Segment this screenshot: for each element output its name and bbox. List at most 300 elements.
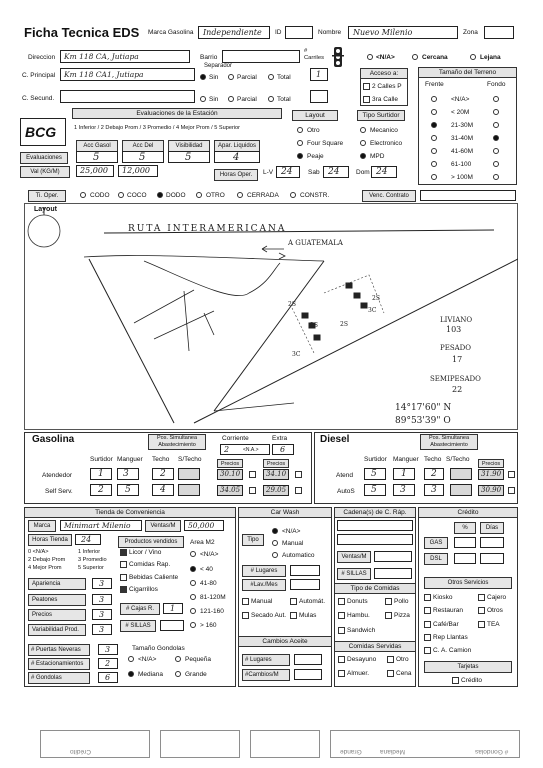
- credito-gas-label: GAS: [424, 537, 448, 549]
- diesel-atend-label: Atend: [336, 472, 353, 479]
- otros-label: Otros: [487, 607, 503, 614]
- terreno-opt-label: 31-40M: [451, 135, 474, 142]
- sep1-sin-label: Sin: [209, 74, 219, 81]
- direccion-input[interactable]: Km 118 CA, Jutiapa: [60, 50, 190, 63]
- prod-label: Bebidas Caliente: [129, 574, 179, 581]
- credito-pct-label: %: [454, 522, 476, 534]
- zona-label: Zona: [463, 29, 478, 36]
- terreno-frente-label: Frente: [425, 81, 444, 88]
- nombre-label: Nombre: [318, 29, 342, 36]
- oper-codo-radio[interactable]: [80, 192, 86, 198]
- tienda-peatones-input[interactable]: 3: [92, 594, 112, 605]
- evaluaciones-row-label: Evaluaciones: [20, 152, 68, 164]
- terreno-opt-label: < 20M: [451, 109, 470, 116]
- carwash-opt-label: Automatico: [282, 552, 315, 559]
- carwash-automat-checkbox[interactable]: [290, 598, 297, 605]
- terreno-opt-label: <N/A>: [451, 96, 470, 103]
- oper-cerrada-radio[interactable]: [237, 192, 243, 198]
- comida-hambu-checkbox[interactable]: [338, 612, 345, 619]
- gas-precio-e1-checkbox[interactable]: [295, 471, 302, 478]
- diesel-atend-stecho[interactable]: [450, 468, 472, 480]
- surtidor-electronico-radio[interactable]: [360, 140, 366, 146]
- atendedor-label: Atendedor: [42, 472, 72, 479]
- carwash-manual-checkbox[interactable]: [242, 598, 249, 605]
- val-label: Val (KG/M): [20, 166, 70, 178]
- csecund-input[interactable]: [60, 90, 195, 103]
- diesel-autos-techo[interactable]: 3: [424, 484, 444, 496]
- servida-desayuno-checkbox[interactable]: [338, 656, 345, 663]
- diesel-manguer-col: Manguer: [393, 456, 419, 463]
- tienda-ventas-input[interactable]: 50,000: [184, 520, 224, 531]
- gas-precio-e2-checkbox[interactable]: [295, 487, 302, 494]
- otros-camion-checkbox[interactable]: [424, 647, 431, 654]
- tienda-horas-input[interactable]: 24: [75, 534, 101, 545]
- credito-title: Crédito: [419, 508, 517, 518]
- carwash-auto-radio[interactable]: [272, 552, 278, 558]
- tamano-opt-label: Pequeña: [185, 656, 212, 663]
- tienda-scale-text: 4 Mejor Prom: [28, 565, 62, 571]
- proximity-na-label: <N/A>: [376, 54, 395, 61]
- productos-title: Productos vendidos: [118, 536, 184, 548]
- carwash-opt-label: <N/A>: [282, 528, 301, 535]
- diesel-stecho-col: S/Techo: [446, 456, 470, 463]
- gas-self-techo[interactable]: 4: [152, 484, 174, 496]
- coords-lat: 14°17'60" N: [395, 403, 452, 413]
- cadena-name-input[interactable]: [337, 520, 413, 531]
- cajas-label: # Cajas R.: [120, 603, 160, 615]
- gas-pos-label: Pos. Simultanea Abastecimiento: [148, 434, 206, 450]
- col-apar-liquidos: Apar. Liquidos: [214, 140, 260, 152]
- carwash-secado-label: Secado Aut.: [251, 612, 287, 619]
- frente-21-30-radio[interactable]: [431, 122, 437, 128]
- diesel-precio-2[interactable]: 30.90: [478, 485, 504, 496]
- comidas-servidas-title: Comidas Servidas: [335, 641, 415, 652]
- otros-otros-checkbox[interactable]: [478, 607, 485, 614]
- mirror-box: [250, 730, 320, 758]
- credito-dsl-label: DSL: [424, 553, 448, 565]
- carwash-automat-label: Automát.: [299, 598, 326, 605]
- comida-sandwich-checkbox[interactable]: [338, 627, 345, 634]
- eval-acc-del[interactable]: 5: [122, 151, 164, 163]
- comida-label: Pollo: [394, 598, 409, 605]
- terreno-opt-label: 41-60M: [451, 148, 474, 155]
- carwash-mulas-label: Mulas: [299, 612, 317, 619]
- pump-tag: 2S: [372, 295, 380, 302]
- gas-self-surtidor[interactable]: 2: [90, 484, 112, 496]
- terreno-title: Tamaño del Terreno: [419, 68, 516, 78]
- estac-input[interactable]: 2: [98, 658, 118, 669]
- fondo-na-radio[interactable]: [493, 96, 499, 102]
- terreno-opt-label: 21-30M: [451, 122, 474, 129]
- sab-input[interactable]: 24: [323, 166, 349, 178]
- surtidor-mpd-radio[interactable]: [360, 153, 366, 159]
- credito-dias-label: Días: [480, 522, 504, 534]
- tienda-variabilidad-input[interactable]: 3: [92, 624, 112, 635]
- evaluaciones-scale: 1 Inferior / 2 Debajo Prom / 3 Promedio / 4 Mejor Prom / 5 Superior: [74, 125, 241, 131]
- acceso-title: Acceso a:: [361, 69, 407, 79]
- fondo-41-60-radio[interactable]: [493, 148, 499, 154]
- pump-tag: 3C: [368, 307, 377, 314]
- tienda-row-label: Variabilidad Prod.: [28, 624, 86, 636]
- prod-label: Cigarrillos: [129, 586, 158, 593]
- frente-na-radio[interactable]: [431, 96, 437, 102]
- fondo-21-30-radio[interactable]: [493, 122, 499, 128]
- otros-cajero-checkbox[interactable]: [478, 594, 485, 601]
- frente-61-100-radio[interactable]: [431, 161, 437, 167]
- sep1-parcial-label: Parcial: [237, 74, 257, 81]
- acceso-2calles-checkbox[interactable]: [363, 83, 370, 90]
- barrio-input[interactable]: [222, 50, 300, 63]
- mirror-text: Grande: [340, 748, 362, 755]
- tamano-pequena-radio[interactable]: [175, 656, 181, 662]
- lv-label: L-V: [263, 169, 274, 176]
- carwash-manual-label: Manual: [251, 598, 273, 605]
- tamano-opt-label: Grande: [185, 671, 207, 678]
- gas-precio-c2[interactable]: 34.05: [217, 485, 243, 496]
- oper-constr-radio[interactable]: [290, 192, 296, 198]
- layout-opt-label: Otro: [307, 127, 320, 134]
- otros-tea-checkbox[interactable]: [478, 621, 485, 628]
- acceso-3ra-checkbox[interactable]: [363, 96, 370, 103]
- oper-dodo-radio[interactable]: [157, 192, 163, 198]
- sep2-parcial-radio[interactable]: [228, 96, 234, 102]
- otros-label: Rep Llantas: [433, 634, 468, 641]
- credito-dsl-pct-input[interactable]: [454, 553, 476, 564]
- oper-opt-label: COCO: [127, 192, 147, 199]
- prod-cigarrillos-checkbox[interactable]: [120, 586, 127, 593]
- gas-atend-manguer[interactable]: 3: [117, 468, 139, 480]
- carwash-mulas-checkbox[interactable]: [290, 612, 297, 619]
- marca-input[interactable]: Independiente: [198, 26, 270, 39]
- area-na-radio[interactable]: [190, 551, 196, 557]
- frente-41-60-radio[interactable]: [431, 148, 437, 154]
- sep2-total-label: Total: [277, 96, 291, 103]
- note-pesado-value: 17: [452, 355, 463, 364]
- tamano-na-radio[interactable]: [128, 656, 134, 662]
- carriles2-input[interactable]: [310, 90, 328, 103]
- sep1-total-radio[interactable]: [268, 74, 274, 80]
- prod-comidas-checkbox[interactable]: [120, 561, 127, 568]
- coords-lon: 89°53'39" O: [395, 416, 451, 426]
- credito-gas-pct-input[interactable]: [454, 537, 476, 548]
- col-acc-gasol: Acc Gasol: [76, 140, 118, 152]
- gondolas-input[interactable]: 6: [98, 672, 118, 683]
- pump-tag: 2S: [288, 301, 296, 308]
- proximity-lejana-label: Lejana: [480, 54, 501, 61]
- note-liviano-value: 103: [446, 325, 462, 334]
- layout-opt-label: Four Square: [307, 140, 344, 147]
- tienda-scale-text: 0 <N/A>: [28, 549, 49, 555]
- mirror-box: [40, 730, 150, 758]
- proximity-lejana-radio[interactable]: [470, 54, 476, 60]
- note-semipesado-value: 22: [452, 385, 463, 394]
- marca-label: Marca Gasolina: [148, 29, 194, 36]
- prod-label: Comidas Rap.: [129, 561, 171, 568]
- note-pesado: PESADO: [440, 344, 472, 352]
- cprincipal-input[interactable]: Km 118 CA1, Jutiapa: [60, 68, 195, 81]
- pump-tag: 3C: [292, 351, 301, 358]
- dom-label: Dom: [356, 169, 370, 176]
- oper-opt-label: CONSTR.: [300, 192, 330, 199]
- tipo-comidas-title: Tipo de Comidas: [335, 583, 415, 594]
- puertas-label: # Puertas Neveras: [28, 644, 90, 656]
- prod-licor-checkbox[interactable]: [120, 549, 127, 556]
- comida-label: Sandwich: [347, 627, 376, 634]
- fondo-20-radio[interactable]: [493, 109, 499, 115]
- gas-precio-c2-checkbox[interactable]: [249, 487, 256, 494]
- area-81-120-radio[interactable]: [190, 594, 196, 600]
- acceso-2calles-label: 2 Calles P: [372, 83, 402, 90]
- horas-oper-label: Horas Oper.: [214, 169, 258, 181]
- tienda-sillas-label: # SILLAS: [120, 620, 156, 632]
- diesel-atend-techo[interactable]: 2: [424, 468, 444, 480]
- carwash-lav-input[interactable]: [290, 579, 320, 590]
- cambios-lugares-input[interactable]: [294, 654, 322, 665]
- area-41-80-radio[interactable]: [190, 580, 196, 586]
- sep2-total-radio[interactable]: [268, 96, 274, 102]
- gas-precio-e1[interactable]: 34.10: [263, 469, 289, 480]
- cambios-mes-label: #Cambios/M: [242, 669, 290, 681]
- oper-coco-radio[interactable]: [118, 192, 124, 198]
- val1-input[interactable]: 25,000: [76, 165, 114, 177]
- otros-restauran-checkbox[interactable]: [424, 607, 431, 614]
- otros-cafe-checkbox[interactable]: [424, 621, 431, 628]
- evaluaciones-title: Evaluaciones de la Estación: [72, 108, 282, 119]
- credito-gas-dias-input[interactable]: [480, 537, 504, 548]
- servida-otro-checkbox[interactable]: [387, 656, 394, 663]
- val2-input[interactable]: 12,000: [118, 165, 158, 177]
- area-opt-label: < 40: [200, 566, 213, 573]
- lv-input[interactable]: 24: [276, 166, 300, 178]
- cadena-ventas-input[interactable]: [374, 551, 412, 562]
- tienda-row-label: Precios: [28, 609, 86, 621]
- dom-input[interactable]: 24: [371, 166, 397, 178]
- area-opt-label: > 160: [200, 622, 217, 629]
- diesel-precio-2-checkbox[interactable]: [508, 487, 515, 494]
- carwash-manual-radio[interactable]: [272, 540, 278, 546]
- eval-apar-liquidos[interactable]: 4: [214, 151, 260, 163]
- area-160-radio[interactable]: [190, 622, 196, 628]
- area-opt-label: 81-120M: [200, 594, 226, 601]
- sep1-sin-radio[interactable]: [200, 74, 206, 80]
- terreno-opt-label: 61-100: [451, 161, 472, 168]
- tarjetas-credito-label: Crédito: [461, 677, 482, 684]
- area-40-radio[interactable]: [190, 566, 196, 572]
- mirrored-footer: [0, 718, 543, 768]
- fondo-31-40-radio[interactable]: [493, 135, 499, 141]
- diesel-precios-label: Precios: [478, 459, 504, 468]
- comida-pizza-checkbox[interactable]: [385, 612, 392, 619]
- tienda-scale-text: 2 Debajo Prom: [28, 557, 66, 563]
- carriles-input[interactable]: 1: [310, 68, 328, 81]
- otros-servicios-title: Otros Servicios: [424, 577, 512, 589]
- otros-label: Cajero: [487, 594, 507, 601]
- pump-tag: 2S: [310, 322, 318, 329]
- prod-label: Licor / Vino: [129, 549, 162, 556]
- gas-techo-col: Techo: [152, 456, 170, 463]
- servida-label: Desayuno: [347, 656, 377, 663]
- tamano-title: Tamaño Gondolas: [132, 645, 185, 652]
- gas-surtidor-col: Surtidor: [90, 456, 113, 463]
- tienda-marca-label: Marca: [28, 520, 56, 532]
- comida-pollo-checkbox[interactable]: [385, 598, 392, 605]
- tienda-marca-input[interactable]: Minimart Milenio: [60, 520, 142, 531]
- gas-manguer-col: Manguer: [117, 456, 143, 463]
- puertas-input[interactable]: 3: [98, 644, 118, 655]
- tienda-horas-label: Horas Tienda: [28, 534, 72, 546]
- sep2-sin-radio[interactable]: [200, 96, 206, 102]
- cambios-lugares-label: # Lugares: [242, 654, 290, 666]
- otros-kiosko-checkbox[interactable]: [424, 594, 431, 601]
- proximity-na-radio[interactable]: [367, 54, 373, 60]
- comida-label: Hambu.: [347, 612, 370, 619]
- carwash-na-radio[interactable]: [272, 528, 278, 534]
- tienda-row-label: Peatones: [28, 594, 86, 606]
- tienda-apariencia-input[interactable]: 3: [92, 578, 112, 589]
- diesel-autos-stecho[interactable]: [450, 484, 472, 496]
- barrio-label: Barrio: [200, 54, 218, 61]
- servida-almuer-checkbox[interactable]: [338, 670, 345, 677]
- diesel-precio-1-checkbox[interactable]: [508, 471, 515, 478]
- bcg-logo: BCG: [20, 118, 66, 146]
- surtidor-opt-label: Electronico: [370, 140, 403, 147]
- zona-input[interactable]: [484, 26, 514, 39]
- comida-label: Pizza: [394, 612, 410, 619]
- sab-label: Sab: [308, 169, 320, 176]
- oper-opt-label: CERRADA: [247, 192, 279, 199]
- oper-opt-label: CODO: [90, 192, 110, 199]
- sep2-sin-label: Sin: [209, 96, 219, 103]
- gas-precio-c1-checkbox[interactable]: [249, 471, 256, 478]
- comida-label: Donuts: [347, 598, 368, 605]
- gas-atend-techo[interactable]: 2: [152, 468, 174, 480]
- layout-panel-title: Layout: [292, 110, 338, 121]
- gas-precios2-label: Precios: [263, 459, 289, 468]
- prod-bebidas-checkbox[interactable]: [120, 574, 127, 581]
- surtidor-mecanico-radio[interactable]: [360, 127, 366, 133]
- carwash-title: Car Wash: [239, 508, 331, 518]
- layout-peaje-radio[interactable]: [297, 153, 303, 159]
- diesel-pos-label: Pos. Simultanea Abastecimiento: [420, 434, 478, 450]
- cadena-ventas-label: Ventas/M: [337, 551, 371, 563]
- fondo-61-100-radio[interactable]: [493, 161, 499, 167]
- acceso-3ra-label: 3ra Calle: [372, 96, 399, 103]
- cadena-title: Cadena(s) de C. Ráp.: [335, 508, 415, 518]
- servida-label: Cena: [396, 670, 412, 677]
- eval-acc-gasol[interactable]: 5: [76, 151, 118, 163]
- mirror-text: # Gondolas: [475, 748, 509, 755]
- cajas-input[interactable]: 1: [163, 603, 183, 614]
- gas-self-manguer[interactable]: 5: [117, 484, 139, 496]
- tienda-precios-input[interactable]: 3: [92, 609, 112, 620]
- cadena-sillas-input[interactable]: [374, 568, 412, 579]
- carwash-lugares-input[interactable]: [290, 565, 320, 576]
- servida-cena-checkbox[interactable]: [387, 670, 394, 677]
- otros-label: TEA: [487, 621, 500, 628]
- gas-self-stecho[interactable]: [178, 484, 200, 496]
- otros-label: C. A. Camion: [433, 647, 472, 654]
- venc-contrato-input[interactable]: [420, 190, 516, 201]
- corriente-input[interactable]: 2 <N.A.>: [220, 444, 270, 455]
- fondo-100-radio[interactable]: [493, 174, 499, 180]
- comida-donuts-checkbox[interactable]: [338, 598, 345, 605]
- mirror-text: Mediana: [380, 748, 405, 755]
- id-input[interactable]: [285, 26, 313, 39]
- corriente-label: Corriente: [222, 435, 249, 442]
- road-label: RUTA INTERAMERICANA: [128, 224, 287, 234]
- sep1-parcial-radio[interactable]: [228, 74, 234, 80]
- terreno-opt-label: > 100M: [451, 174, 473, 181]
- diesel-precio-1[interactable]: 31.90: [478, 469, 504, 480]
- gas-atend-stecho[interactable]: [178, 468, 200, 480]
- direccion-label: Direccion: [28, 54, 56, 61]
- gas-precio-c1[interactable]: 30.10: [217, 469, 243, 480]
- layout-foursquare-radio[interactable]: [297, 140, 303, 146]
- servida-label: Otro: [396, 656, 409, 663]
- cadena-name2-input[interactable]: [337, 534, 413, 545]
- gas-atend-surtidor[interactable]: 1: [90, 468, 112, 480]
- cadena-sillas-label: # SILLAS: [337, 568, 371, 580]
- diesel-title: Diesel: [320, 434, 350, 445]
- cprincipal-label: C. Principal: [22, 72, 56, 79]
- extra-input[interactable]: 6: [272, 444, 294, 455]
- tamano-opt-label: <N/A>: [138, 656, 157, 663]
- diesel-atend-manguer[interactable]: 1: [393, 468, 415, 480]
- carwash-lugares-label: # Lugares: [242, 565, 286, 577]
- diesel-autos-surtidor[interactable]: 5: [364, 484, 386, 496]
- diesel-atend-surtidor[interactable]: 5: [364, 468, 386, 480]
- sep1-total-label: Total: [277, 74, 291, 81]
- tamano-grande-radio[interactable]: [175, 671, 181, 677]
- frente-31-40-radio[interactable]: [431, 135, 437, 141]
- area-121-160-radio[interactable]: [190, 608, 196, 614]
- frente-20-radio[interactable]: [431, 109, 437, 115]
- carwash-tipo-label: Tipo: [242, 534, 264, 546]
- eval-visibilidad[interactable]: 5: [168, 151, 210, 163]
- diesel-autos-label: AutoS: [337, 488, 355, 495]
- id-label: ID: [275, 29, 282, 36]
- separador-label: Separador: [204, 63, 233, 69]
- acceso-panel: [360, 68, 408, 106]
- tamano-mediana-radio[interactable]: [128, 671, 134, 677]
- gas-precio-e2[interactable]: 29.05: [263, 485, 289, 496]
- carriles-label: # Carriles: [304, 48, 324, 61]
- diesel-surtidor-col: Surtidor: [364, 456, 387, 463]
- layout-otro-radio[interactable]: [297, 127, 303, 133]
- tipo-oper-label: Ti. Oper.: [28, 190, 66, 202]
- carwash-secado-checkbox[interactable]: [242, 612, 249, 619]
- form-title: Ficha Tecnica EDS: [24, 25, 140, 40]
- tienda-scale-text: 1 Inferior: [78, 549, 101, 555]
- sketch-title: Layout: [34, 206, 57, 213]
- tarjetas-credito-checkbox[interactable]: [452, 677, 459, 684]
- cambios-mes-input[interactable]: [294, 669, 322, 680]
- credito-dsl-dias-input[interactable]: [480, 553, 504, 564]
- mirror-text: Crédito: [70, 748, 91, 755]
- otros-llantas-checkbox[interactable]: [424, 634, 431, 641]
- carwash-lav-label: #Lav./Mes: [242, 579, 286, 591]
- note-semipesado: SEMIPESADO: [430, 375, 481, 383]
- mirror-box: [160, 730, 240, 758]
- oper-otro-radio[interactable]: [196, 192, 202, 198]
- pump-tag: 2S: [340, 321, 348, 328]
- area-title: Area M2: [190, 539, 215, 546]
- frente-100-radio[interactable]: [431, 174, 437, 180]
- diesel-autos-manguer[interactable]: 3: [393, 484, 415, 496]
- proximity-cercana-radio[interactable]: [412, 54, 418, 60]
- nombre-input[interactable]: Nuevo Milenio: [348, 26, 458, 39]
- tienda-sillas-input[interactable]: [160, 620, 184, 631]
